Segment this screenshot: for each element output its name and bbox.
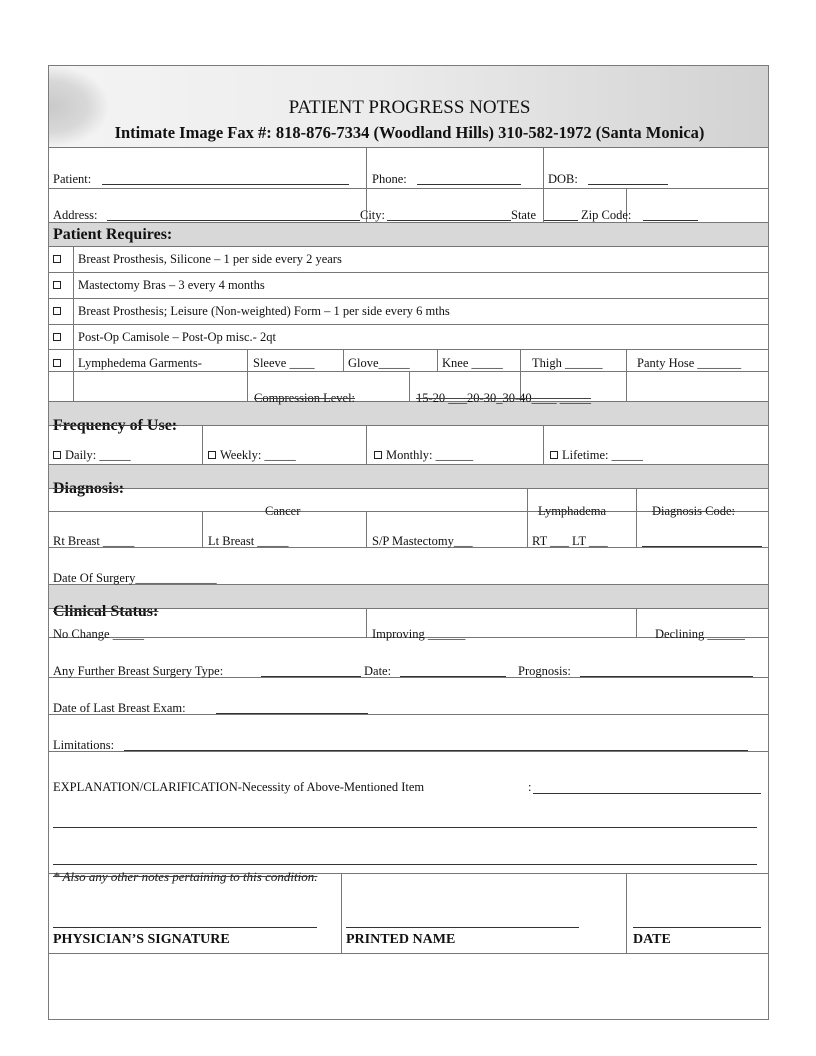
patient-field[interactable] [102, 184, 349, 185]
explanation-label: EXPLANATION/CLARIFICATION-Necessity of Above-Mentioned Item [53, 780, 425, 794]
last-exam-label: Date of Last Breast Exam: [53, 701, 186, 715]
divider [366, 608, 367, 637]
divider [49, 298, 769, 299]
explanation-line[interactable] [53, 864, 757, 865]
dob-label: DOB: [548, 172, 578, 186]
divider [49, 188, 769, 189]
divider [49, 349, 769, 350]
diagnosis-code-label: Diagnosis Code: [652, 504, 735, 518]
city-label: City: [360, 208, 386, 222]
divider [49, 953, 769, 954]
surgery-date-label: Date: [364, 664, 392, 678]
lt-breast-field[interactable]: Lt Breast _____ [208, 534, 289, 548]
requires-item-label: Breast Prosthesis, Silicone – 1 per side every 2 years [78, 252, 342, 266]
knee-field[interactable]: Knee _____ [442, 356, 503, 370]
patient-label: Patient: [53, 172, 92, 186]
further-surgery-label: Any Further Breast Surgery Type: [53, 664, 224, 678]
physician-signature-label: PHYSICIAN’S SIGNATURE [53, 932, 230, 947]
thigh-field[interactable]: Thigh ______ [532, 356, 603, 370]
frequency-daily[interactable] [53, 448, 131, 462]
surgery-date-field[interactable] [400, 676, 506, 677]
patient-progress-form [48, 65, 769, 1020]
zip-field[interactable] [643, 220, 698, 221]
divider [527, 488, 528, 547]
divider [636, 608, 637, 637]
divider [343, 349, 344, 371]
lymphedema-label: Lymphedema Garments- [78, 356, 202, 370]
physician-signature-field[interactable] [53, 927, 317, 928]
panty-hose-field[interactable]: Panty Hose _______ [637, 356, 742, 370]
frequency-heading: Frequency of Use: [53, 417, 178, 434]
sp-mastectomy-field[interactable]: S/P Mastectomy___ [372, 534, 473, 548]
notes-remark: * Also any other notes pertaining to this condition. [53, 869, 318, 884]
section-band [49, 465, 769, 488]
weekly-label: Weekly: _____ [220, 448, 296, 462]
no-change-field[interactable]: No Change _____ [53, 627, 144, 641]
lymphadema-label: Lymphadema [538, 504, 607, 518]
explanation-line[interactable] [53, 827, 757, 828]
printed-name-field[interactable] [346, 927, 579, 928]
divider [626, 873, 627, 953]
state-field[interactable] [544, 220, 578, 221]
divider [366, 425, 367, 464]
divider [543, 425, 544, 464]
divider [202, 511, 203, 547]
divider [543, 148, 544, 222]
checkbox[interactable] [53, 281, 61, 289]
divider [49, 246, 769, 247]
divider [626, 349, 627, 401]
requires-item [53, 252, 65, 266]
divider [73, 246, 74, 401]
requires-item-label: Breast Prosthesis; Leisure (Non-weighted) Form – 1 per side every 6 mths [78, 304, 450, 318]
date-label: DATE [633, 932, 671, 947]
lifetime-label: Lifetime: _____ [562, 448, 643, 462]
limitations-label: Limitations: [53, 738, 115, 752]
divider [409, 371, 410, 401]
checkbox[interactable] [208, 451, 216, 459]
explanation-field[interactable] [533, 793, 761, 794]
requires-item [53, 330, 65, 344]
last-exam-field[interactable] [216, 713, 368, 714]
requires-item-label: Mastectomy Bras – 3 every 4 months [78, 278, 265, 292]
address-field[interactable] [107, 220, 360, 221]
prognosis-field[interactable] [580, 676, 753, 677]
clinical-status-heading: Clinical Status: [53, 603, 159, 620]
diagnosis-code-field[interactable] [642, 546, 762, 547]
dob-field[interactable] [588, 184, 668, 185]
divider [49, 751, 769, 752]
glove-field[interactable]: Glove_____ [348, 356, 410, 370]
divider [636, 488, 637, 547]
compression-label: Compression Level: [254, 391, 356, 405]
monthly-label: Monthly: ______ [386, 448, 474, 462]
checkbox[interactable] [53, 451, 61, 459]
divider [366, 511, 367, 547]
divider [202, 425, 203, 464]
divider [49, 324, 769, 325]
checkbox[interactable] [53, 333, 61, 341]
city-field[interactable] [387, 220, 511, 221]
address-label: Address: [53, 208, 98, 222]
frequency-lifetime[interactable] [550, 448, 643, 462]
fax-numbers: Intimate Image Fax #: 818-876-7334 (Woodland Hills) 310-582-1972 (Santa Monica) [114, 123, 705, 142]
improving-field[interactable]: Improving ______ [372, 627, 466, 641]
cancer-label: Cancer [265, 504, 301, 518]
divider [437, 349, 438, 371]
divider [341, 873, 342, 953]
frequency-weekly[interactable] [208, 448, 296, 462]
prognosis-label: Prognosis: [518, 664, 571, 678]
date-of-surgery-field[interactable]: Date Of Surgery_____________ [53, 571, 217, 585]
requires-item-label: Post-Op Camisole – Post-Op misc.- 2qt [78, 330, 276, 344]
phone-field[interactable] [417, 184, 521, 185]
printed-name-label: PRINTED NAME [346, 932, 456, 947]
state-label: State [511, 208, 536, 222]
patient-requires-heading: Patient Requires: [53, 226, 173, 243]
checkbox[interactable] [374, 451, 382, 459]
checkbox[interactable] [550, 451, 558, 459]
form-header [49, 66, 769, 148]
explanation-colon: : [528, 780, 532, 794]
sleeve-field[interactable]: Sleeve ____ [253, 356, 315, 370]
divider [49, 272, 769, 273]
compression-values[interactable]: 15-20 ___20-30_30-40____ _____ [416, 391, 591, 405]
zip-label: Zip Code: [581, 208, 632, 222]
phone-label: Phone: [372, 172, 407, 186]
rt-lt-field[interactable]: RT ___ LT ___ [532, 534, 608, 548]
checkbox[interactable] [53, 307, 61, 315]
declining-field[interactable]: Declining ______ [655, 627, 745, 641]
checkbox[interactable] [53, 255, 61, 263]
further-surgery-field[interactable] [261, 676, 361, 677]
form-title: PATIENT PROGRESS NOTES [288, 97, 531, 118]
checkbox[interactable] [53, 359, 61, 367]
date-field[interactable] [633, 927, 761, 928]
requires-item [53, 278, 65, 292]
requires-item [53, 356, 65, 370]
daily-label: Daily: _____ [65, 448, 131, 462]
rt-breast-field[interactable]: Rt Breast _____ [53, 534, 135, 548]
requires-item [53, 304, 65, 318]
divider [247, 349, 248, 401]
divider [49, 488, 769, 489]
limitations-field[interactable] [124, 750, 748, 751]
frequency-monthly[interactable] [374, 448, 473, 462]
diagnosis-heading: Diagnosis: [53, 480, 125, 497]
